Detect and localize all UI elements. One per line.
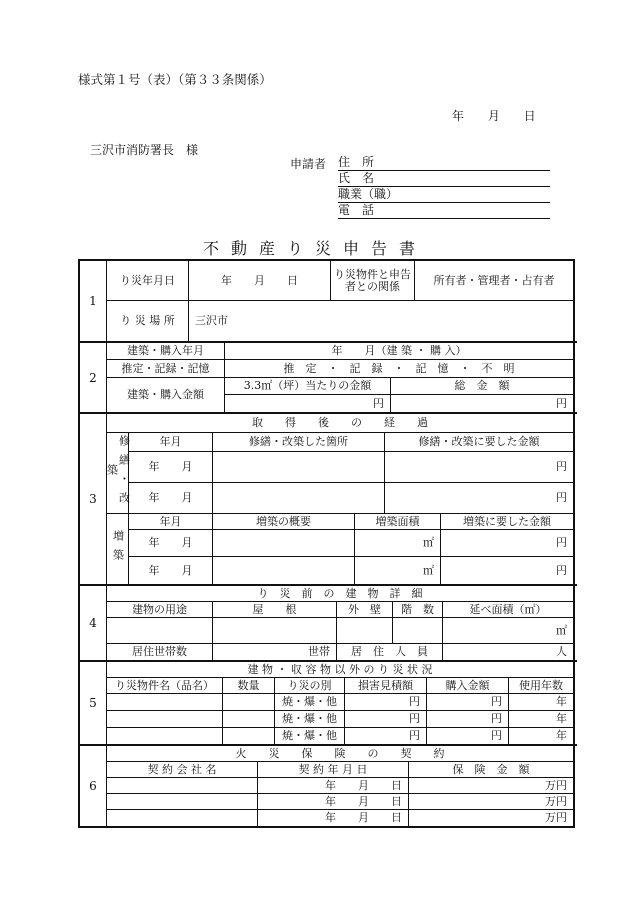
col-ext-summary: 増築の概要 — [213, 514, 355, 530]
contract-date-2[interactable]: 年 月 日 — [258, 794, 409, 810]
use-value[interactable] — [107, 618, 213, 644]
applicant-phone-field[interactable]: 電 話 — [338, 202, 550, 219]
applicant-label: 申請者 — [290, 157, 327, 171]
build-date-value[interactable]: 年 月（建 築 ・ 購 入） — [225, 343, 573, 360]
building-header: り 災 前 の 建 物 詳 細 — [107, 586, 573, 602]
ext-ym-1[interactable]: 年 月 — [129, 530, 213, 557]
kind-2[interactable]: 焼・爆・他 — [275, 711, 345, 728]
qty-3[interactable] — [223, 728, 275, 744]
col-years: 使用年数 — [509, 678, 573, 694]
ext-area-1[interactable]: ㎡ — [355, 530, 441, 557]
company-1[interactable] — [107, 778, 258, 794]
qty-1[interactable] — [223, 694, 275, 711]
repair-place-1[interactable] — [213, 452, 385, 483]
floor-area-value[interactable]: ㎡ — [443, 618, 573, 644]
insurance-amount-3[interactable]: 万円 — [545, 811, 567, 824]
damage-date-value[interactable]: 年 月 日 — [189, 261, 331, 301]
repair-place-2[interactable] — [213, 483, 385, 514]
section-4 — [80, 586, 577, 662]
years-1[interactable]: 年 — [509, 694, 573, 711]
floors-value[interactable] — [393, 618, 443, 644]
insurance-header: 火 災 保 険 の 契 約 — [107, 746, 573, 762]
col-floors: 階 数 — [393, 602, 443, 618]
damage-3[interactable]: 円 — [345, 728, 427, 744]
item-2[interactable] — [107, 711, 223, 728]
col-price: 購入金額 — [427, 678, 509, 694]
section-number: 1 — [80, 261, 107, 341]
col-kind: り災の別 — [275, 678, 345, 694]
col-ym: 年月 — [129, 433, 213, 452]
col-damage: 損害見積額 — [345, 678, 427, 694]
ext-summary-1[interactable] — [213, 530, 355, 557]
relation-label: り災物件と申告者との関係 — [331, 261, 415, 301]
damage-place-label: り 災 場 所 — [107, 301, 189, 341]
contract-date-3[interactable]: 年 月 日 — [258, 810, 409, 826]
roof-value[interactable] — [213, 618, 337, 644]
section-number: 3 — [80, 414, 107, 584]
per-tsubo-label: 3.3㎡（坪）当たりの金額 — [225, 378, 391, 395]
years-3[interactable]: 年 — [556, 729, 567, 742]
col-insurance-amount: 保 険 金 額 — [409, 762, 573, 778]
section-number: 5 — [80, 662, 107, 744]
households-value[interactable]: 世帯 — [213, 644, 337, 660]
repair-label: 修繕・改築 — [107, 433, 129, 514]
repair-ym-2[interactable]: 年 月 — [129, 483, 213, 514]
col-repair-place: 修繕・改築した箇所 — [213, 433, 385, 452]
report-table — [78, 259, 575, 828]
addressee: 三沢市消防署長 様 — [90, 143, 199, 157]
item-1[interactable] — [107, 694, 223, 711]
estimate-options[interactable]: 推 定 ・ 記 録 ・ 記 憶 ・ 不 明 — [225, 360, 573, 378]
col-contract-date: 契 約 年 月 日 — [258, 762, 409, 778]
section-1 — [80, 261, 577, 343]
years-2[interactable]: 年 — [509, 711, 573, 728]
date-line: 年 月 日 — [452, 109, 536, 123]
repair-ym-1[interactable]: 年 月 — [129, 452, 213, 483]
estimate-label: 推定・記録・記憶 — [107, 360, 225, 378]
section-3 — [80, 414, 577, 586]
form-label: 様式第１号（表）（第３３条関係） — [78, 72, 272, 87]
section-number: 6 — [80, 746, 107, 826]
ext-area-2[interactable]: ㎡ — [355, 557, 441, 584]
price-3[interactable]: 円 — [427, 728, 509, 744]
ext-amount-2[interactable]: 円 — [556, 563, 567, 577]
section-2 — [80, 343, 577, 414]
repair-amount-2[interactable]: 円 — [385, 483, 573, 514]
qty-2[interactable] — [223, 711, 275, 728]
households-label: 居住世帯数 — [107, 644, 213, 660]
col-roof: 屋 根 — [213, 602, 337, 618]
applicant-address-field[interactable]: 住 所 — [338, 154, 550, 171]
total-value[interactable]: 円 — [556, 396, 567, 410]
col-company: 契 約 会 社 名 — [107, 762, 258, 778]
ext-summary-2[interactable] — [213, 557, 355, 584]
damage-date-label: り災年月日 — [107, 261, 189, 301]
history-header: 取 得 後 の 経 過 — [107, 414, 573, 433]
item-3[interactable] — [107, 728, 223, 744]
applicant-occupation-field[interactable]: 職業（職） — [338, 186, 550, 203]
damage-1[interactable]: 円 — [345, 694, 427, 711]
relation-options[interactable]: 所有者・管理者・占有者 — [415, 261, 573, 301]
kind-3[interactable]: 焼・爆・他 — [275, 728, 345, 744]
col-qty: 数量 — [223, 678, 275, 694]
col-ym: 年月 — [129, 514, 213, 530]
col-use: 建物の用途 — [107, 602, 213, 618]
wall-value[interactable] — [337, 618, 393, 644]
residents-label: 居 住 人 員 — [337, 644, 443, 660]
section-5 — [80, 662, 577, 746]
ext-amount-1[interactable]: 円 — [441, 530, 573, 557]
other-damage-header: 建 物 ・ 収 容 物 以 外 の り 災 状 況 — [107, 662, 573, 678]
per-tsubo-value[interactable]: 円 — [225, 395, 391, 412]
col-ext-amount: 増築に要した金額 — [441, 514, 573, 530]
col-ext-area: 増築面積 — [355, 514, 441, 530]
company-2[interactable] — [107, 794, 258, 810]
col-floor-area: 延べ面積（㎡） — [443, 602, 573, 618]
insurance-amount-2[interactable]: 万円 — [409, 794, 573, 810]
extension-label: 増築 — [107, 514, 129, 584]
section-6 — [80, 746, 577, 826]
col-repair-amount: 修繕・改築に要した金額 — [385, 433, 573, 452]
amount-label: 建築・購入金額 — [107, 378, 225, 412]
col-item: り災物件名（品名） — [107, 678, 223, 694]
section-number: 4 — [80, 586, 107, 660]
company-3[interactable] — [107, 810, 258, 826]
residents-value[interactable]: 人 — [556, 645, 567, 658]
total-label: 総 金 額 — [391, 378, 573, 395]
insurance-amount-1[interactable]: 万円 — [409, 778, 573, 794]
price-1[interactable]: 円 — [427, 694, 509, 711]
contract-date-1[interactable]: 年 月 日 — [258, 778, 409, 794]
repair-amount-1[interactable]: 円 — [385, 452, 573, 483]
damage-2[interactable]: 円 — [345, 711, 427, 728]
ext-ym-2[interactable]: 年 月 — [129, 557, 213, 584]
document-title: 不動産り災申告書 — [202, 239, 427, 258]
applicant-name-field[interactable]: 氏 名 — [338, 170, 550, 187]
kind-1[interactable]: 焼・爆・他 — [275, 694, 345, 711]
damage-place-value[interactable]: 三沢市 — [195, 314, 228, 327]
col-wall: 外 壁 — [337, 602, 393, 618]
price-2[interactable]: 円 — [427, 711, 509, 728]
section-number: 2 — [80, 343, 107, 412]
build-date-label: 建築・購入年月 — [107, 343, 225, 360]
